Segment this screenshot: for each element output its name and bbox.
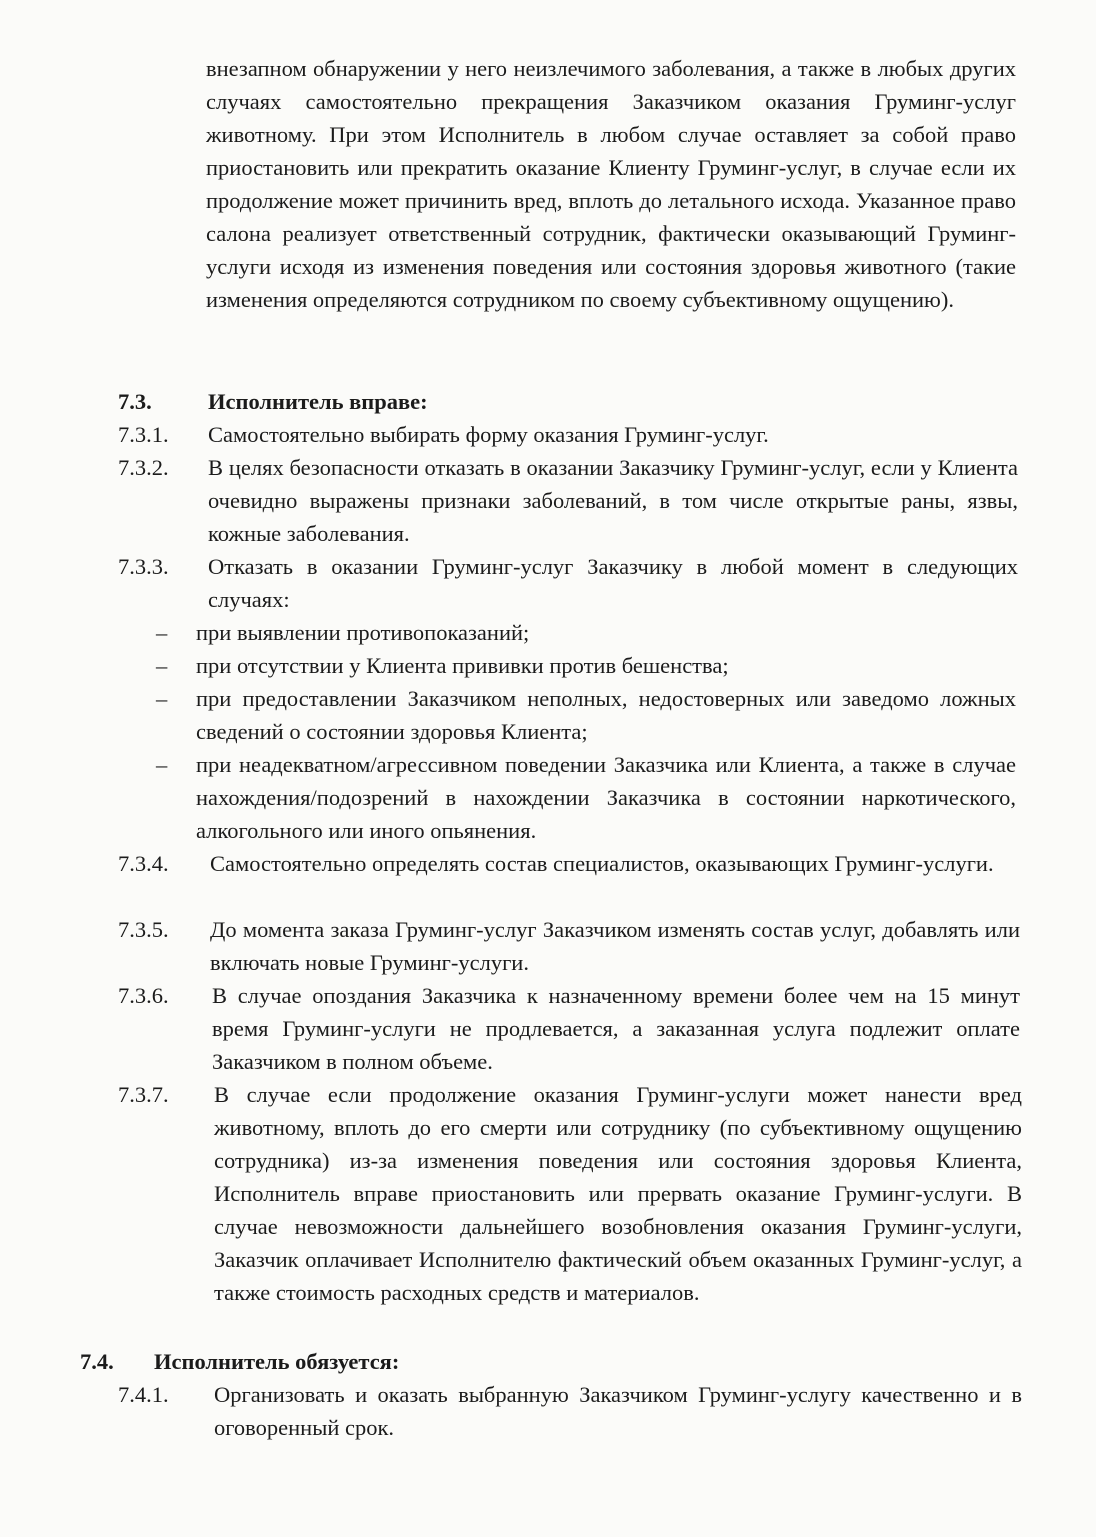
clause-7-4-1 (118, 1378, 1022, 1444)
clause-text: Самостоятельно выбирать форму оказания Груминг-услуг. (208, 422, 769, 447)
clause-text: Организовать и оказать выбранную Заказчиком Груминг-услугу качественно и в оговоренный срок. (214, 1382, 1022, 1440)
bullet-text: при выявлении противопоказаний; (196, 620, 530, 645)
clause-text: В случае если продолжение оказания Груминг-услуги может нанести вред животному, вплоть до его смерти или сотруднику (по субъективному ощущению сотрудника) из-за изменения поведения или состояния здоровья Клиента, Исполнитель вправе приостановить или прервать оказание Груминг-услуги. В случае невозможности дальнейшего возобновления оказания Груминг-услуги, Заказчик оплачивает Исполнителю фактический объем оказанных Груминг-услуг, а также стоимость расходных средств и материалов. (214, 1082, 1022, 1305)
clause-7-3-5 (118, 913, 1020, 979)
section-number: 7.3. (118, 389, 152, 414)
bullet-item (156, 682, 1016, 748)
clause-7-3-6 (118, 979, 1020, 1078)
dash-marker: – (156, 653, 168, 678)
bullet-item (156, 748, 1016, 847)
clause-number: 7.3.5. (118, 917, 169, 942)
clause-number: 7.3.7. (118, 1082, 169, 1107)
clause-7-3-7 (118, 1078, 1022, 1342)
clause-7-3-2 (118, 451, 1018, 550)
clause-number: 7.3.1. (118, 422, 169, 447)
bullet-text: при предоставлении Заказчиком неполных, недостоверных или заведомо ложных сведений о состоянии здоровья Клиента; (196, 686, 1016, 744)
section-number: 7.4. (80, 1349, 114, 1374)
bullet-text: при отсутствии у Клиента прививки против бешенства; (196, 653, 729, 678)
clause-7-3-3 (118, 550, 1018, 616)
section-title: Исполнитель вправе: (208, 389, 428, 414)
clause-number: 7.3.6. (118, 983, 169, 1008)
clause-7-3-1 (118, 418, 1018, 451)
clause-text: В целях безопасности отказать в оказании Заказчику Груминг-услуг, если у Клиента очевидно выражены признаки заболеваний, в том числе открытые раны, язвы, кожные заболевания. (208, 455, 1018, 546)
bullet-item (156, 616, 1016, 649)
clause-text: Отказать в оказании Груминг-услуг Заказчику в любой момент в следующих случаях: (208, 554, 1018, 612)
section-7-3-heading (118, 385, 918, 418)
dash-marker: – (156, 620, 168, 645)
dash-marker: – (156, 752, 168, 777)
bullet-text: при неадекватном/агрессивном поведении Заказчика или Клиента, а также в случае нахождения/подозрений в нахождении Заказчика в состоянии наркотического, алкогольного или иного опьянения. (196, 752, 1016, 843)
bullet-item (156, 649, 1016, 682)
dash-marker: – (156, 686, 168, 711)
clause-number: 7.4.1. (118, 1382, 169, 1407)
clause-text: В случае опоздания Заказчика к назначенному времени более чем на 15 минут время Груминг-услуги не продлевается, а заказанная услуга подлежит оплате Заказчиком в полном объеме. (212, 983, 1020, 1074)
section-title: Исполнитель обязуется: (154, 1349, 400, 1374)
clause-text: Самостоятельно определять состав специалистов, оказывающих Груминг-услуги. (210, 851, 994, 876)
clause-7-3-4 (118, 847, 1018, 913)
clause-number: 7.3.4. (118, 851, 169, 876)
continuation-paragraph: внезапном обнаружении у него неизлечимого заболевания, а также в любых других случаях самостоятельно прекращения Заказчиком оказания Груминг-услуг животному. При этом Исполнитель в любом случае оставляет за собой право приостановить или прекратить оказание Клиенту Груминг-услуг, в случае если их продолжение может причинить вред, вплоть до летального исхода. Указанное право салона реализует ответственный сотрудник, фактически оказывающий Груминг-услуги исходя из изменения поведения или состояния здоровья животного (такие изменения определяются сотрудником по своему субъективному ощущению). (206, 56, 1016, 312)
section-7-4-heading (80, 1345, 880, 1378)
clause-text: До момента заказа Груминг-услуг Заказчиком изменять состав услуг, добавлять или включать новые Груминг-услуги. (210, 917, 1020, 975)
clause-number: 7.3.2. (118, 455, 169, 480)
clause-number: 7.3.3. (118, 554, 169, 579)
